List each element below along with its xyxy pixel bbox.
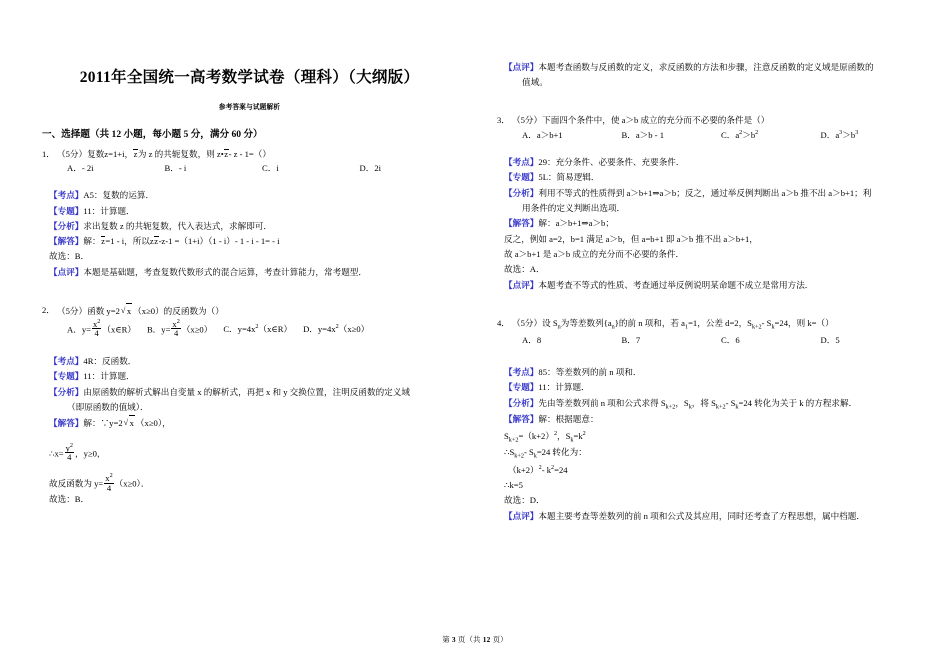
question-2-dianping-line2: 值域。 [522, 77, 548, 88]
question-4-dianping [497, 509, 920, 524]
conjugate-bar-1: z [133, 148, 138, 159]
option-c-text: 6 [735, 335, 740, 346]
option-d[interactable]: D．$y=4x^2(x\ge 0)$ [303, 323, 370, 335]
fenxi-text: 求出复数 z 的共轭复数，代入表达式，求解即可． [83, 220, 272, 231]
question-3-stem [497, 113, 920, 128]
question-3-options [497, 127, 920, 144]
question-4-step4: ∴k=5 [504, 480, 523, 491]
question-4-step2: $\therefore S_{k+2}-$ $S_k=24$ 转化为： [504, 447, 587, 460]
question-2-conclusion: 故反函数为 y= $\frac{x^2}{4}$ （x≥0）． [49, 472, 150, 493]
zhuanti-label: 【专题】 [49, 205, 84, 216]
question-1-answer: 故选：B． [49, 251, 90, 262]
option-b-text: a＞b - 1 [635, 130, 664, 141]
zhuanti-label: 【专题】 [49, 371, 84, 382]
footer-prefix: 第 [442, 635, 450, 644]
kaodian-label: 【考点】 [49, 356, 84, 367]
dianping-label: 【点评】 [49, 266, 84, 277]
dianping-line1: 本题考查函数与反函数的定义，求反函数的方法和步骤，注意反函数的定义域是原函数的 [538, 62, 874, 72]
question-2-answer: 故选：B． [49, 494, 90, 505]
option-b-text: - i [178, 163, 187, 174]
question-3-step2: 故 a＞b+1 是 a＞b 成立的充分而不必要的条件． [504, 248, 685, 259]
fenxi-label: 【分析】 [49, 386, 84, 397]
section-heading: 一、选择题（共 12 小题，每小题 5 分，满分 60 分） [42, 129, 263, 141]
option-b-key: B． [621, 335, 636, 346]
option-c-text: i [276, 163, 279, 174]
question-4-kaodian [497, 365, 920, 380]
fraction-a: $\frac{x^2}{4}$ [92, 317, 101, 339]
kaodian-text: A5：复数的运算． [83, 190, 155, 201]
footer-page-number: 3 [451, 635, 456, 644]
question-1-dianping [42, 265, 457, 280]
question-3-fenxi-line2: 用条件的定义判断出选项． [522, 203, 626, 214]
option-d[interactable]: D．$a^3>b^3$ [820, 129, 859, 141]
question-2-dianping [497, 60, 920, 75]
radical-icon: √ x [121, 303, 132, 319]
fenxi-line1: 由原函数的解析式解出自变量 x 的解析式，再把 x 和 y 交换位置，注明反函数的定义域 [83, 386, 410, 397]
question-4-jieda [497, 412, 920, 427]
page-footer [0, 634, 950, 645]
question-3-step1: 反之，例如 a=2，b=1 满足 a＞b，但 a=b+1 即 a＞b 推不出 a＞b+1， [504, 233, 758, 244]
question-1-options [42, 161, 457, 177]
question-2-options [42, 319, 457, 338]
option-c[interactable] [721, 333, 821, 349]
question-4-step3: $(k+2)^2-$ $k^2=24$ [508, 463, 568, 475]
question-2-jieda [42, 415, 457, 431]
option-a[interactable] [522, 128, 622, 144]
jieda-label: 【解答】 [504, 414, 539, 425]
option-c-key: C． [721, 130, 736, 141]
option-c[interactable] [262, 161, 360, 177]
zhuanti-text: 5L：简易逻辑． [538, 172, 600, 183]
jieda-part1: =1 - i，所以 [105, 236, 150, 247]
question-3-zhuanti [497, 170, 920, 185]
zhuanti-text: 11：计算题． [83, 205, 135, 216]
option-b-pre: y= [161, 324, 171, 335]
fenxi-label: 【分析】 [504, 397, 539, 408]
question-2 [42, 303, 457, 508]
question-4 [497, 316, 920, 524]
option-a-key: A． [67, 163, 82, 174]
option-d-pre: y=4x [317, 324, 336, 335]
option-a-post: （x∈R） [102, 324, 136, 335]
option-d-text: 2i [374, 163, 381, 174]
question-1-stem-a: 复数 [87, 148, 105, 159]
question-4-number: 4． [497, 317, 510, 328]
question-3-stem-end: ） [760, 114, 770, 125]
jieda-prefix: 解： [83, 236, 101, 247]
dianping-text: 本题是基础题，考查复数代数形式的混合运算，考查计算能力，常考题型． [83, 266, 367, 277]
question-3-answer: 故选：A． [504, 264, 545, 275]
kaodian-text: 4R：反函数． [83, 356, 137, 367]
question-1-fenxi [42, 219, 457, 234]
question-2-kaodian [42, 354, 457, 369]
footer-middle: 页（共 [457, 635, 481, 644]
dianping-label: 【点评】 [504, 279, 539, 290]
right-column [475, 0, 950, 628]
jieda-label: 【解答】 [504, 218, 539, 229]
option-b-key: B． [621, 130, 636, 141]
question-1-jieda [42, 234, 457, 249]
option-b[interactable] [147, 319, 212, 338]
question-3-kaodian [497, 155, 920, 170]
fenxi-label: 【分析】 [504, 187, 539, 198]
fraction-conclusion: $\frac{x^2}{4}$ [105, 472, 113, 493]
option-b-post: （x≥0） [181, 324, 213, 335]
option-c-key: C． [262, 163, 277, 174]
question-2-step: ∴x= $\frac{y^2}{4}$ ，y≥0， [49, 441, 106, 463]
option-a[interactable] [522, 333, 622, 349]
jieda-prefix: 解：∵y=2 [83, 418, 123, 429]
jieda-expr: zz-z [149, 236, 166, 247]
question-3-score: （5分） [512, 114, 543, 125]
question-1 [42, 147, 457, 280]
left-column [0, 0, 475, 628]
zhuanti-text: 11：计算题． [83, 371, 135, 382]
question-1-stem-c: 为 z 的共轭复数，则 z• [137, 148, 224, 159]
question-4-fenxi: 【分析】先由等差数列前 n 项和公式求得 $S_{k+2}$，$S_k$，将 $S_{k+2}-$ $S_k=24$ 转化为关于 k 的方程求解． [504, 397, 858, 411]
fenxi-label: 【分析】 [49, 220, 84, 231]
option-b-key: B． [164, 163, 179, 174]
question-1-stem [42, 147, 457, 162]
fraction-step: $\frac{y^2}{4}$ [65, 441, 74, 463]
option-d-key: D． [820, 335, 836, 346]
question-2-fenxi [42, 385, 457, 400]
question-3-fenxi [497, 186, 920, 201]
jieda-label: 【解答】 [49, 418, 84, 429]
question-1-stem-b: z=1+i， [104, 148, 134, 159]
option-a-text: - 2i [81, 163, 94, 174]
option-a-text: 8 [536, 335, 542, 346]
option-c-pre: y=4x [237, 324, 256, 335]
option-a-pre: y= [81, 324, 91, 335]
fraction-b: $\frac{x^2}{4}$ [172, 317, 180, 339]
option-a-key: A． [67, 324, 82, 335]
dianping-label: 【点评】 [504, 510, 539, 521]
conjugate-bar-2: z [224, 148, 229, 159]
dianping-label: 【点评】 [504, 62, 539, 72]
question-2-stem-a: 函数 y=2 [87, 305, 120, 316]
option-c[interactable]: C．$y=4x^2(x\in R)$ [223, 323, 293, 335]
question-1-stem-d: - z - 1=（ [228, 148, 263, 159]
question-2-score: （5分） [57, 305, 88, 316]
jieda-label: 【解答】 [49, 236, 84, 247]
option-a[interactable] [67, 319, 136, 338]
dianping-text: 本题考查不等式的性质、考查通过举反例说明某命题不成立是常用方法． [538, 279, 814, 290]
kaodian-label: 【考点】 [504, 367, 539, 378]
option-d[interactable] [821, 333, 921, 349]
footer-suffix: 页） [492, 635, 508, 644]
option-c-post: （x∈R） [258, 324, 293, 335]
question-2-stem-b: （x≥0）的反函数为（ [133, 305, 216, 316]
option-d-post: （x≥0） [338, 324, 370, 335]
jieda-text: 解：根据题意： [538, 414, 599, 425]
fenxi-line1: 利用不等式的性质得到 a＞b+1⇒a＞b；反之，通过举反例判断出 a＞b 推不出 a＞b+1；利 [538, 187, 872, 198]
question-4-stem: 4． （5分）设 $S_n$为等差数列$\{a_n\}$的前 n 项和，若 $a_1=1$，公差 d=2，$S_{k+2}-$ $S_k=24$，则 k=（） [497, 317, 834, 331]
option-d-key: D． [303, 324, 318, 335]
option-d[interactable] [360, 161, 458, 177]
option-a-key: A． [522, 130, 537, 141]
question-2-stem-c: ） [215, 305, 224, 316]
option-a-key: A． [522, 335, 537, 346]
kaodian-text: 29：充分条件、必要条件、充要条件． [538, 157, 685, 168]
jieda-part2: -1 =（1+i）（1 - i）- 1 - i - 1= - i [165, 236, 280, 247]
question-4-options [497, 333, 920, 349]
zhuanti-label: 【专题】 [504, 382, 539, 393]
option-b[interactable] [165, 161, 263, 177]
question-1-score: （5分） [57, 148, 88, 159]
option-b-text: 7 [635, 335, 641, 346]
jieda-text: 解：a＞b+1⇒a＞b； [538, 218, 614, 229]
question-3-number: 3． [497, 114, 510, 125]
conjugate-bar-3: z [101, 236, 105, 247]
option-b[interactable] [622, 128, 722, 144]
page-title: 2011年全国统一高考数学试卷（理科）（大纲版） [79, 69, 420, 86]
question-2-number: 2． [42, 304, 55, 315]
option-d-text: 5 [835, 335, 840, 346]
kaodian-text: 85：等差数列的前 n 项和． [538, 367, 642, 378]
question-4-step1: $S_{k+2}=(k+2)^2$，$S_k=k^2$ [504, 429, 586, 444]
dianping-text: 本题主要考查等差数列的前 n 项和公式及其应用，同时还考查了方程思想，属中档题． [538, 510, 865, 521]
page-subtitle: 参考答案与试题解析 [218, 104, 281, 112]
question-2-stem [42, 303, 457, 319]
zhuanti-text: 11：计算题． [538, 382, 590, 393]
option-c[interactable]: C．$a^2>b^2$ [721, 129, 759, 141]
question-4-score: （5分） [512, 317, 543, 328]
radical-icon: √ x [124, 415, 135, 431]
question-3-stem-text: 下面四个条件中，使 a＞b 成立的充分而不必要的条件是（ [542, 114, 761, 125]
option-d-key: D． [820, 130, 836, 141]
option-a-text: a＞b+1 [536, 130, 563, 141]
option-d-key: D． [359, 163, 375, 174]
option-c-key: C． [223, 324, 238, 335]
question-3-jieda [497, 216, 920, 231]
footer-total-pages: 12 [482, 635, 491, 644]
question-3-dianping [497, 278, 920, 293]
question-4-zhuanti [497, 380, 920, 395]
zhuanti-label: 【专题】 [504, 172, 539, 183]
kaodian-label: 【考点】 [49, 190, 84, 201]
option-a[interactable] [67, 161, 165, 177]
question-1-kaodian [42, 188, 457, 203]
question-1-number: 1． [42, 148, 55, 159]
question-1-stem-e: ） [262, 148, 271, 159]
question-1-zhuanti [42, 204, 457, 219]
option-c-key: C． [721, 335, 736, 346]
kaodian-label: 【考点】 [504, 157, 539, 168]
option-b[interactable] [622, 333, 722, 349]
question-2-fenxi-line2: （即原函数的值域）． [67, 402, 149, 413]
question-4-answer: 故选：D． [504, 495, 545, 506]
question-3 [497, 113, 920, 293]
option-b-key: B． [146, 324, 162, 335]
question-2-zhuanti [42, 369, 457, 384]
jieda-suffix: （x≥0）， [135, 418, 171, 429]
